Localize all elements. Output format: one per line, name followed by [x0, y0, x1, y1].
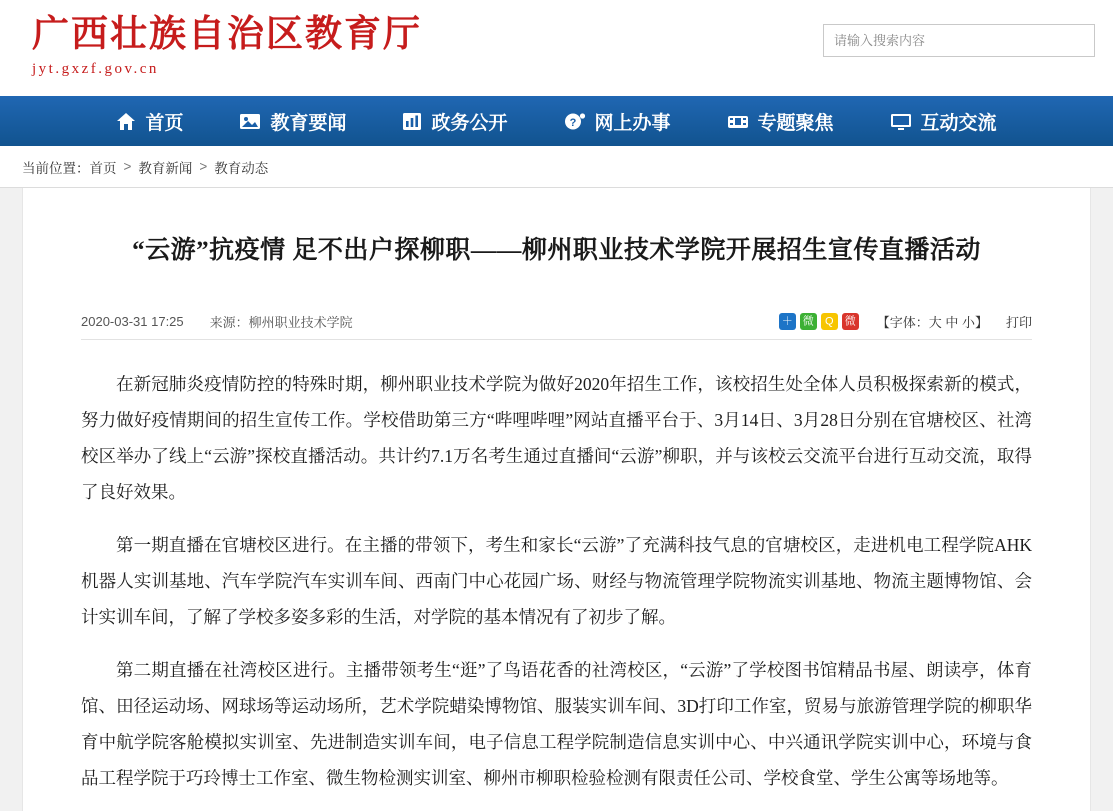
print-button[interactable]: 打印: [1005, 315, 1032, 330]
qzone-share-glyph: Q: [824, 315, 834, 327]
monitor-icon: [890, 112, 912, 131]
article-meta-right: [779, 304, 1032, 340]
nav-item-education-news[interactable]: [211, 96, 374, 146]
svg-text:?: ?: [569, 116, 576, 129]
breadcrumb-item-home[interactable]: 首页: [89, 160, 117, 176]
nav-item-special-topics[interactable]: [699, 96, 862, 146]
wechat-share-icon[interactable]: [800, 313, 817, 330]
site-header: [0, 0, 1113, 96]
site-url: jyt.gxzf.gov.cn: [32, 60, 159, 77]
nav-item-government-affairs[interactable]: [374, 96, 535, 146]
nav-item-interaction[interactable]: [862, 96, 1025, 146]
article-paragraph: 第二期直播在社湾校区进行。主播带领考生“逛”了鸟语花香的社湾校区，“云游”了学校图书馆精品书屋、朗读亭，体育馆、田径运动场、网球场等运动场所，艺术学院蜡染博物馆、服装实训车间、3D打印工作室，贸易与旅游管理学院的柳职华育中航学院客舱模拟实训室、先进制造实训车间，电子信息工程学院制造信息实训中心、中兴通讯学院实训中心，环境与食品工程学院于巧玲博士工作室、微生物检测实训室、柳州市柳职检验检测有限责任公司、学校食堂、学生公寓等场地等。: [81, 659, 1032, 788]
more-share-glyph: ＋: [781, 315, 793, 327]
weibo-share-icon[interactable]: [842, 313, 859, 330]
nav-label: 首页: [145, 112, 184, 134]
breadcrumb-label: 当前位置：: [22, 160, 90, 176]
nav-label: 互动交流: [920, 112, 997, 134]
article-content: [81, 366, 1032, 797]
nav-item-online-service[interactable]: [536, 96, 699, 146]
question-icon: [564, 112, 586, 131]
main-navigation: [0, 96, 1113, 146]
weibo-share-glyph: 微: [844, 315, 856, 327]
chart-icon: [402, 112, 422, 131]
article-date: 2020-03-31 17:25: [81, 313, 184, 329]
more-share-icon[interactable]: [779, 313, 796, 330]
nav-label: 政务公开: [431, 112, 508, 134]
article-container: [22, 188, 1091, 811]
breadcrumb-item-education-news[interactable]: 教育新闻: [138, 160, 193, 176]
breadcrumb-separator: >: [199, 159, 208, 174]
wechat-share-glyph: 微: [802, 315, 814, 327]
film-icon: [727, 112, 749, 131]
breadcrumb: [0, 146, 1113, 188]
article-title: “云游”抗疫情 足不出户探柳职——柳州职业技术学院开展招生宣传直播活动: [132, 237, 981, 264]
search-box[interactable]: [823, 24, 1095, 57]
article-meta: [81, 304, 1032, 340]
article-paragraph: 第一期直播在官塘校区进行。在主播的带领下，考生和家长“云游”了充满科技气息的官塘校区，走进机电工程学院AHK机器人实训基地、汽车学院汽车实训车间、西南门中心花园广场、财经与物流管理学院物流实训基地、物流主题博物馆、会计实训车间，了解了学校多姿多彩的生活，对学院的基本情况有了初步了解。: [81, 534, 1032, 627]
image-icon: [239, 112, 261, 131]
nav-label: 网上办事: [594, 112, 671, 134]
article-paragraph: 在新冠肺炎疫情防控的特殊时期，柳州职业技术学院为做好2020年招生工作，该校招生处全体人员积极探索新的模式，努力做好疫情期间的招生宣传工作。学校借助第三方“哔哩哔哩”网站直播平台于、3月14日、3月28日分别在官塘校区、社湾校区举办了线上“云游”探校直播活动。共计约7.1万名考生通过直播间“云游”柳职，并与该校云交流平台进行互动交流，取得了良好效果。: [81, 373, 1032, 502]
search-input[interactable]: [824, 25, 1094, 56]
share-icons: [779, 313, 859, 330]
home-icon: [116, 112, 136, 131]
qzone-share-icon[interactable]: [821, 313, 838, 330]
nav-label: 教育要闻: [270, 112, 347, 134]
page-body: [0, 188, 1113, 811]
nav-item-home[interactable]: [88, 96, 211, 146]
breadcrumb-separator: >: [123, 159, 132, 174]
site-title: 广西壮族自治区教育厅: [32, 14, 422, 55]
breadcrumb-item-education-updates[interactable]: 教育动态: [214, 160, 269, 176]
article-source: 来源：柳州职业技术学院: [209, 314, 353, 330]
nav-label: 专题聚焦: [757, 112, 834, 134]
font-size-control[interactable]: 【字体：大 中 小】: [876, 315, 988, 330]
site-brand[interactable]: [32, 14, 422, 78]
